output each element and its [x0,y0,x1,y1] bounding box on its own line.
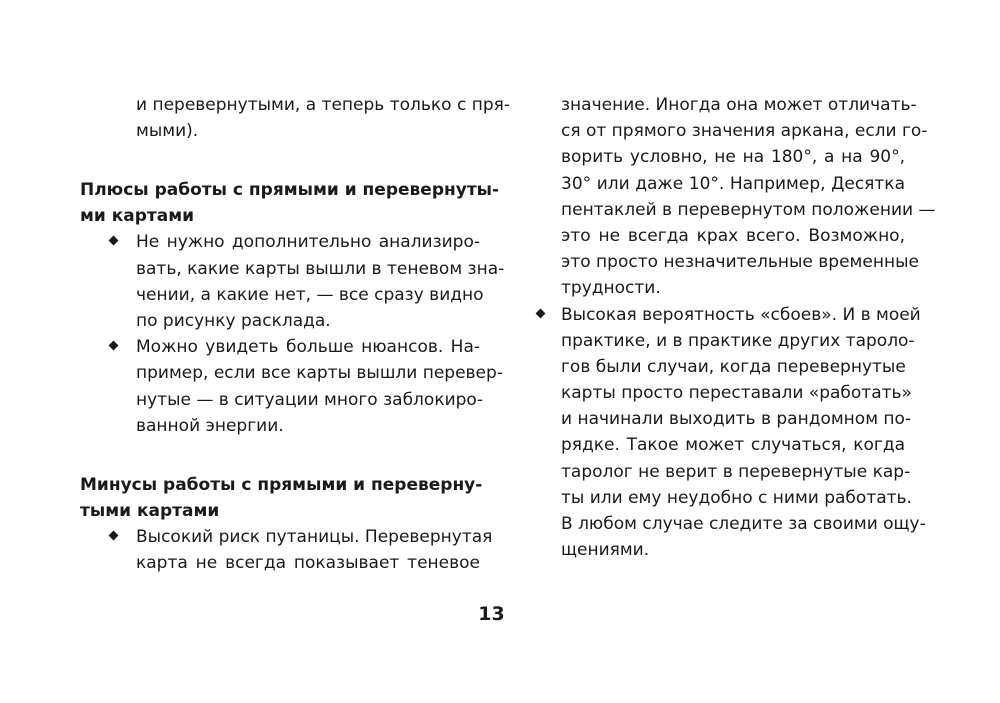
text-line: Не нужно дополнительно анализиро- [136,232,480,253]
text-line: и перевернутыми, а теперь только с пря- [136,95,510,115]
list-item [80,524,493,576]
text-line: таролог не верит в перевернутые кар- [561,461,911,482]
text-line: гов были случаи, когда перевернутые [561,356,906,377]
text-line: пентаклей в перевернутом положении — [561,199,936,220]
text-line: значение. Иногда она может отличать- [561,95,917,115]
text-line: мыми). [136,121,199,142]
list-item [80,229,505,334]
right-column [535,92,936,563]
text-line: Можно увидеть больше нюансов. На- [136,337,480,358]
text-line: это просто незначительные временные [561,252,919,273]
text-line: это не всегда крах всего. Возможно, [561,225,905,246]
text-line: карта не всегда показывает теневое [136,553,480,574]
intro-paragraph [80,92,510,144]
text-line: ванной энергии. [136,415,284,436]
list-item [80,334,503,439]
minus-heading [80,472,483,524]
text-line: трудности. [561,278,661,299]
left-column [80,92,510,576]
text-line: 30° или даже 10°. Например, Десятка [561,173,905,194]
text-line: и начинали выходить в рандомном по- [561,409,912,430]
text-line: Высокая вероятность «сбоев». И в моей [561,304,921,325]
text-line: рядке. Такое может случаться, когда [561,435,905,456]
text-line: по рисунку расклада. [136,310,331,331]
heading-line: ми картами [80,206,195,227]
text-line: пример, если все карты вышли перевер- [136,363,503,384]
page-number: 13 [478,603,505,625]
heading-line: Плюсы работы с прямыми и перевернуты- [80,180,500,201]
text-line: практике, и в практике других тароло- [561,330,915,351]
text-line: чении, а какие нет, — все сразу видно [136,284,484,305]
text-line: В любом случае следите за своими ощу- [561,514,926,534]
text-line: нутые — в ситуации много заблокиро- [136,389,483,410]
text-line: ся от прямого значения аркана, если го- [561,121,928,142]
heading-line: Минусы работы с прямыми и переверну- [80,474,483,495]
text-line: ворить условно, не на 180°, а на 90°, [561,147,905,168]
heading-line: тыми картами [80,500,220,521]
text-line: щениями. [561,540,650,561]
continued-list-item [535,92,936,302]
text-line: карты просто переставали «работать» [561,383,912,404]
plus-heading [80,177,500,229]
text-line: ты или ему неудобно с ними работать. [561,487,912,508]
list-item [535,302,926,564]
text-line: вать, какие карты вышли в теневом зна- [136,258,505,279]
text-line: Высокий риск путаницы. Перевернутая [136,526,493,547]
